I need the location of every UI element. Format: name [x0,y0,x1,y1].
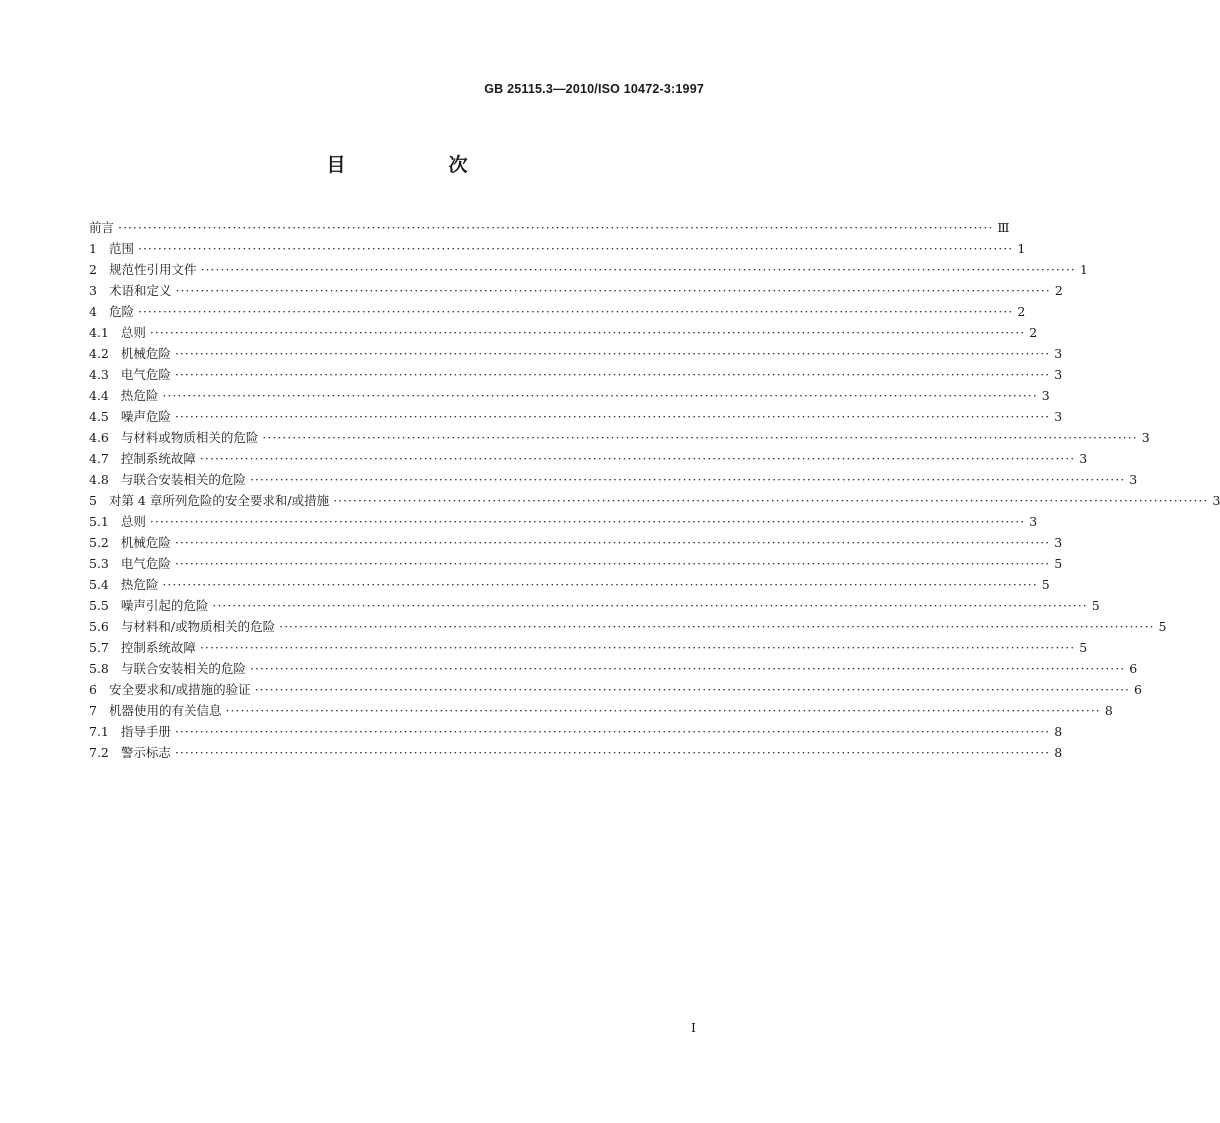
toc-entry-title: 热危险 [120,577,159,592]
toc-dot-leader: ················································································································································································ [262,430,1138,445]
toc-entry[interactable] [89,448,1088,469]
toc-entry-page: 3 [1141,430,1150,445]
toc-entry-number: 5.5 [89,598,109,613]
toc-dot-leader: ················································································································································································ [212,598,1088,613]
toc-dot-leader: ················································································································································································ [174,409,1051,424]
toc-entry-page: 8 [1104,703,1113,718]
toc-entry-page: 3 [1212,493,1220,508]
toc-entry-number: 5.1 [89,514,109,529]
toc-entry-page: 8 [1054,724,1063,739]
toc-entry[interactable] [89,238,1026,259]
toc-entry[interactable] [89,532,1063,553]
toc-entry[interactable] [89,406,1063,427]
toc-dot-leader: ················································································································································································ [149,514,1026,529]
toc-entry[interactable] [89,616,1167,637]
toc-entry-title: 噪声引起的危险 [120,598,209,613]
toc-entry-title: 噪声危险 [120,409,171,424]
toc-entry-number: 7.1 [89,724,109,739]
toc-entry-page: 3 [1054,409,1063,424]
toc-entry-page: 5 [1158,619,1167,634]
toc-entry[interactable] [89,322,1038,343]
toc-dot-leader: ················································································································································································ [200,262,1076,277]
toc-dot-leader: ················································································································································································ [174,745,1051,760]
toc-entry-title: 范围 [108,241,134,256]
toc-entry[interactable] [89,217,1010,238]
toc-entry-title: 指导手册 [120,724,171,739]
toc-entry-page: 2 [1017,304,1026,319]
toc-dot-leader: ················································································································································································ [333,493,1209,508]
toc-entry[interactable] [89,280,1063,301]
toc-entry[interactable] [89,574,1050,595]
toc-dot-leader: ················································································································································································ [174,367,1051,382]
toc-entry[interactable] [89,427,1150,448]
toc-entry-title: 电气危险 [120,556,171,571]
toc-entry-title: 热危险 [120,388,159,403]
toc-entry-number: 7 [89,703,97,718]
toc-entry-title: 规范性引用文件 [108,262,197,277]
toc-dot-leader: ················································································································································································ [174,556,1051,571]
toc-entry[interactable] [89,301,1026,322]
toc-entry-page: 3 [1054,346,1063,361]
toc-dot-leader: ················································································································································································ [174,724,1051,739]
toc-entry-page: 3 [1054,535,1063,550]
toc-entry[interactable] [89,364,1063,385]
toc-entry-page: 5 [1091,598,1100,613]
toc-entry[interactable] [89,637,1088,658]
toc-entry-title: 控制系统故障 [120,451,196,466]
toc-entry-number: 4 [89,304,97,319]
toc-entry-number: 3 [89,283,97,298]
toc-entry[interactable] [89,469,1138,490]
toc-dot-leader: ················································································································································································ [199,451,1076,466]
page-title: 目 次 [326,154,510,176]
toc-entry-number: 2 [89,262,97,277]
toc-dot-leader: ················································································································································································ [174,346,1051,361]
toc-entry-title: 总则 [120,514,146,529]
toc-entry[interactable] [89,595,1100,616]
toc-dot-leader: ················································································································································································ [254,682,1130,697]
toc-entry-page: 8 [1054,745,1063,760]
toc-entry-title: 机械危险 [120,346,171,361]
toc-entry-page: 6 [1129,661,1138,676]
page-number: I [691,1020,696,1035]
toc-dot-leader: ················································································································································································ [137,304,1014,319]
toc-entry-title: 前言 [89,220,115,235]
toc-entry-page: 1 [1017,241,1026,256]
toc-entry-title: 控制系统故障 [120,640,196,655]
toc-dot-leader: ················································································································································································ [174,535,1051,550]
toc-entry-page: 2 [1029,325,1038,340]
toc-dot-leader: ················································································································································································ [162,388,1038,403]
toc-entry[interactable] [89,385,1050,406]
toc-entry-page: 3 [1029,514,1038,529]
toc-entry-page: 5 [1079,640,1088,655]
toc-entry[interactable] [89,658,1138,679]
toc-dot-leader: ················································································································································································ [118,220,994,235]
toc-entry-title: 机械危险 [120,535,171,550]
toc-entry-title: 机器使用的有关信息 [108,703,222,718]
toc-entry-page: 3 [1041,388,1050,403]
toc-entry-number: 4.8 [89,472,109,487]
toc-dot-leader: ················································································································································································ [137,241,1014,256]
toc-entry-title: 与联合安装相关的危险 [120,661,246,676]
toc-dot-leader: ················································································································································································ [162,577,1038,592]
toc-dot-leader: ················································································································································································ [249,661,1126,676]
toc-entry-number: 5.8 [89,661,109,676]
toc-entry-page: 5 [1054,556,1063,571]
toc-entry-number: 4.3 [89,367,109,382]
standard-number: GB 25115.3—2010/ISO 10472-3:1997 [484,82,704,96]
toc-entry-page: 2 [1054,283,1063,298]
toc-entry-title: 安全要求和/或措施的验证 [108,682,251,697]
toc-dot-leader: ················································································································································································ [279,619,1155,634]
toc-entry-title: 与材料和/或物质相关的危险 [120,619,276,634]
toc-entry[interactable] [89,490,1220,511]
toc-entry[interactable] [89,553,1063,574]
toc-entry-title: 危险 [108,304,134,319]
toc-entry-page: 1 [1079,262,1088,277]
toc-entry-number: 5.4 [89,577,109,592]
toc-entry-number: 4.1 [89,325,109,340]
toc-entry-title: 与联合安装相关的危险 [120,472,246,487]
table-of-contents [89,217,1220,763]
toc-entry-number: 4.2 [89,346,109,361]
toc-entry[interactable] [89,700,1113,721]
toc-dot-leader: ················································································································································································ [225,703,1101,718]
toc-entry-number: 6 [89,682,97,697]
toc-dot-leader: ················································································································································································ [149,325,1026,340]
toc-entry-number: 4.6 [89,430,109,445]
toc-entry-title: 术语和定义 [108,283,172,298]
toc-entry-number: 1 [89,241,97,256]
toc-entry-title: 警示标志 [120,745,171,760]
toc-entry-page: 6 [1134,682,1142,697]
toc-entry-number: 5.3 [89,556,109,571]
toc-entry-number: 5.6 [89,619,109,634]
toc-entry-page: 3 [1079,451,1088,466]
toc-entry-number: 7.2 [89,745,109,760]
toc-entry-page: 3 [1129,472,1138,487]
toc-entry[interactable] [89,259,1088,280]
toc-entry-page: 5 [1041,577,1050,592]
toc-dot-leader: ················································································································································································ [199,640,1076,655]
toc-entry[interactable] [89,343,1063,364]
toc-dot-leader: ················································································································································································ [175,283,1051,298]
toc-entry-number: 4.7 [89,451,109,466]
toc-entry[interactable] [89,679,1142,700]
toc-entry[interactable] [89,511,1038,532]
toc-entry-number: 4.4 [89,388,109,403]
toc-entry[interactable] [89,742,1063,763]
toc-entry-number: 4.5 [89,409,109,424]
toc-entry-number: 5.2 [89,535,109,550]
toc-entry-title: 与材料或物质相关的危险 [120,430,259,445]
toc-entry-number: 5 [89,493,97,508]
toc-entry[interactable] [89,721,1063,742]
toc-entry-title: 电气危险 [120,367,171,382]
toc-entry-page: 3 [1054,367,1063,382]
toc-entry-title: 总则 [120,325,146,340]
toc-entry-page: Ⅲ [997,220,1010,235]
toc-entry-number: 5.7 [89,640,109,655]
toc-dot-leader: ················································································································································································ [249,472,1126,487]
toc-entry-title: 对第 4 章所列危险的安全要求和/或措施 [108,493,330,508]
